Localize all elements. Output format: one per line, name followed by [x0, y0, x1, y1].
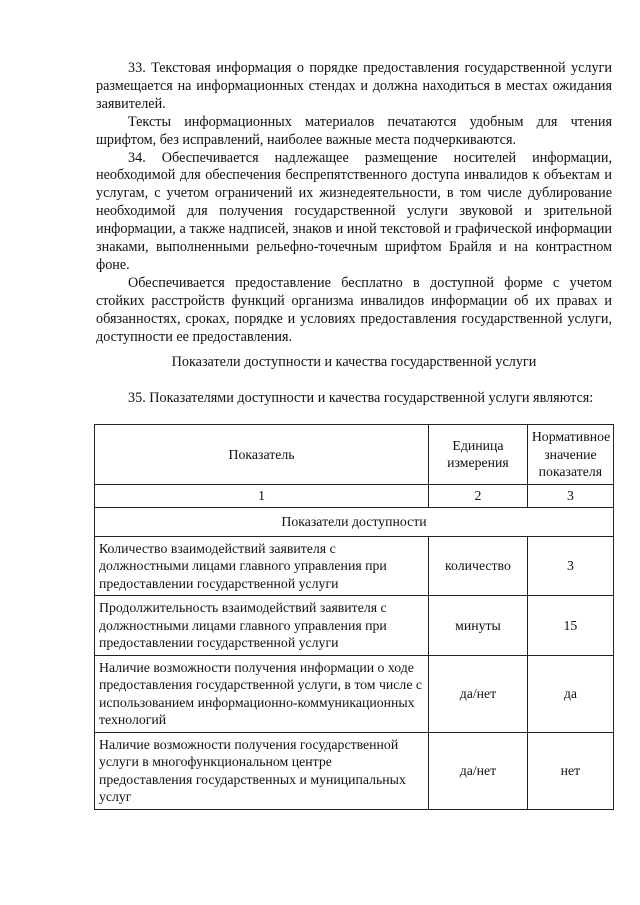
indicator-cell: Наличие возможности получения информации о ходе предоставления государственной услуги, в том числе с использованием информационно-коммуникационных технологий [95, 655, 429, 732]
column-number-3: 3 [527, 484, 613, 507]
indicator-cell: Продолжительность взаимодействий заявителя с должностными лицами главного управления при предоставлении государственной услуги [95, 596, 429, 656]
table-row [95, 596, 614, 656]
column-number-1: 1 [95, 484, 429, 507]
section-row [95, 507, 614, 536]
paragraph-info-materials: Тексты информационных материалов печатаются удобным для чтения шрифтом, без исправлений, наиболее важные места подчеркиваются. [96, 113, 612, 148]
table-row [95, 536, 614, 596]
unit-cell: количество [429, 536, 528, 596]
table-row [95, 732, 614, 809]
table-row [95, 655, 614, 732]
header-indicator: Показатель [95, 425, 429, 485]
value-cell: нет [527, 732, 613, 809]
paragraph-33: 33. Текстовая информация о порядке предоставления государственной услуги размещается на информационных стендах и должна находиться в местах ожидания заявителей. [96, 60, 612, 112]
value-cell: 3 [527, 536, 613, 596]
paragraph-35: 35. Показателями доступности и качества государственной услуги являются: [128, 390, 594, 406]
column-numbers-row [95, 484, 614, 507]
unit-cell: да/нет [429, 655, 528, 732]
header-norm-value: Нормативное значение показателя [527, 425, 613, 485]
paragraph-35-block [96, 390, 612, 408]
paragraph-34: 34. Обеспечивается надлежащее размещение носителей информации, необходимой для обеспечения беспрепятственного доступа инвалидов к объектам и услугам, с учетом ограничений их жизнедеятельности, в том числе дублирование необходимой для получения государственной услуги звуковой и зрительной информации, а также надписей, знаков и иной текстовой и графической информации знаками, выполненными рельефно-точечным шрифтом Брайля и на контрастном фоне. [96, 149, 612, 273]
value-cell: 15 [527, 596, 613, 656]
indicator-cell: Наличие возможности получения государственной услуги в многофункциональном центре предоставления государственных и муниципальных услуг [95, 732, 429, 809]
header-unit: Единица измерения [429, 425, 528, 485]
top-paragraphs [96, 60, 612, 347]
column-number-2: 2 [429, 484, 528, 507]
unit-cell: минуты [429, 596, 528, 656]
table-header-row [95, 425, 614, 485]
paragraph-free-info: Обеспечивается предоставление бесплатно в доступной форме с учетом стойких расстройств функций организма инвалидов информации об их правах и обязанностях, сроках, порядке и условиях предоставления государственной услуги, доступности ее предоставления. [96, 274, 612, 345]
indicator-cell: Количество взаимодействий заявителя с должностными лицами главного управления при предоставлении государственной услуги [95, 536, 429, 596]
section-heading: Показатели доступности и качества государственной услуги [171, 354, 537, 370]
section-title: Показатели доступности [95, 507, 614, 536]
indicators-table [94, 424, 614, 810]
unit-cell: да/нет [429, 732, 528, 809]
value-cell: да [527, 655, 613, 732]
